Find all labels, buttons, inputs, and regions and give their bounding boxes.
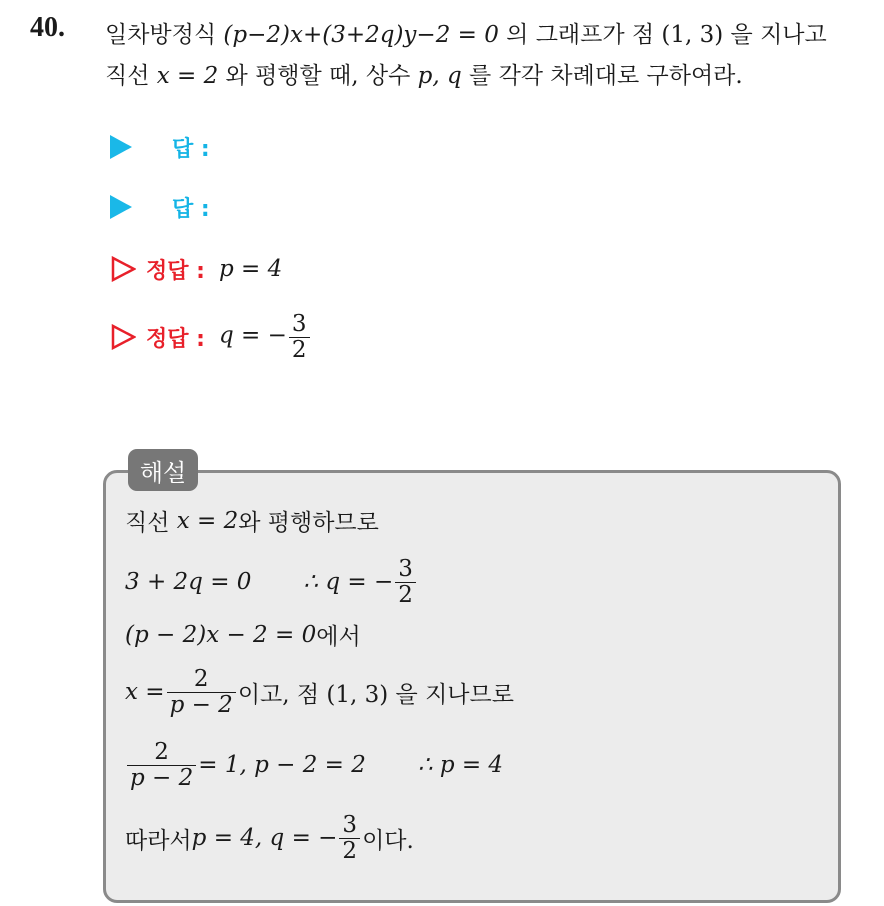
fraction-numerator: 3: [342, 812, 358, 839]
correct-answer-value: [219, 312, 312, 361]
play-triangle-icon: [110, 135, 132, 159]
question-equation: x = 2: [156, 63, 219, 89]
math-text: x = 2: [176, 507, 239, 534]
solution-line-4: [125, 660, 514, 724]
math-text: = 1, p − 2 = 2: [198, 752, 366, 778]
math-text: ∴ p = 4: [417, 752, 504, 778]
math-text: p = 4, q = −: [191, 825, 338, 851]
solution-text: 이고, 점 (1, 3) 을 지나므로: [237, 681, 514, 708]
math-text: q = −: [218, 323, 287, 349]
fraction-denominator: 2: [289, 337, 310, 362]
correct-answer-value: p = 4: [218, 256, 283, 282]
math-text: x =: [125, 679, 165, 705]
correct-answer-label: 정답 :: [146, 258, 205, 284]
question-text: 직선: [105, 63, 157, 89]
fraction-denominator: 2: [395, 582, 416, 607]
question-line-1: [105, 16, 827, 49]
solution-tag: 해설: [128, 449, 198, 491]
answer-blank-row-1: [110, 127, 210, 167]
fraction-numerator: 3: [398, 556, 413, 583]
fraction: [289, 312, 310, 361]
question-text: 일차방정식: [105, 22, 224, 48]
question-line-2: [105, 57, 743, 90]
fraction: [167, 667, 236, 716]
fraction-numerator: 3: [291, 311, 307, 338]
fraction-denominator: 2: [339, 838, 360, 863]
outline-triangle-icon: [110, 324, 136, 350]
fraction-numerator: 2: [154, 739, 169, 766]
fraction: [339, 813, 360, 862]
math-text: (p − 2)x − 2 = 0: [125, 621, 317, 648]
fraction: [395, 557, 416, 606]
math-text: ∴ q = −: [303, 569, 394, 595]
question-text: 의 그래프가 점 (1, 3) 을 지나고: [498, 22, 827, 48]
fraction-denominator: p − 2: [127, 765, 196, 790]
solution-text: 따라서: [125, 827, 192, 854]
question-text: 를 각각 차례대로 구하여라.: [461, 63, 743, 89]
solution-text: 직선: [125, 510, 170, 536]
outline-triangle-icon: [110, 256, 136, 282]
answer-label: 답 :: [172, 136, 210, 162]
correct-answer-label: 정답 :: [146, 326, 205, 352]
question-number: 40.: [30, 12, 65, 43]
solution-line-1: [125, 504, 379, 537]
answer-blank-row-2: [110, 187, 210, 227]
correct-answer-row-1: [110, 249, 282, 289]
solution-line-5: [125, 733, 503, 797]
fraction-denominator: p − 2: [167, 692, 236, 717]
play-triangle-icon: [110, 195, 132, 219]
fraction: [127, 740, 196, 789]
answer-label: 답 :: [172, 196, 210, 222]
solution-text: 이다.: [362, 827, 414, 854]
solution-line-6: [125, 808, 414, 868]
solution-text: 에서: [316, 624, 361, 650]
fraction-numerator: 2: [193, 666, 209, 693]
correct-answer-row-2: [110, 307, 312, 367]
solution-text: 와 평행하므로: [238, 510, 379, 536]
solution-line-3: [125, 618, 361, 651]
question-equation: (p−2)x+(3+2q)y−2 = 0: [223, 22, 499, 48]
solution-line-2: [125, 552, 418, 612]
question-text: 와 평행할 때, 상수: [218, 63, 418, 89]
math-text: 3 + 2q = 0: [125, 569, 252, 595]
question-variables: p, q: [417, 63, 462, 89]
